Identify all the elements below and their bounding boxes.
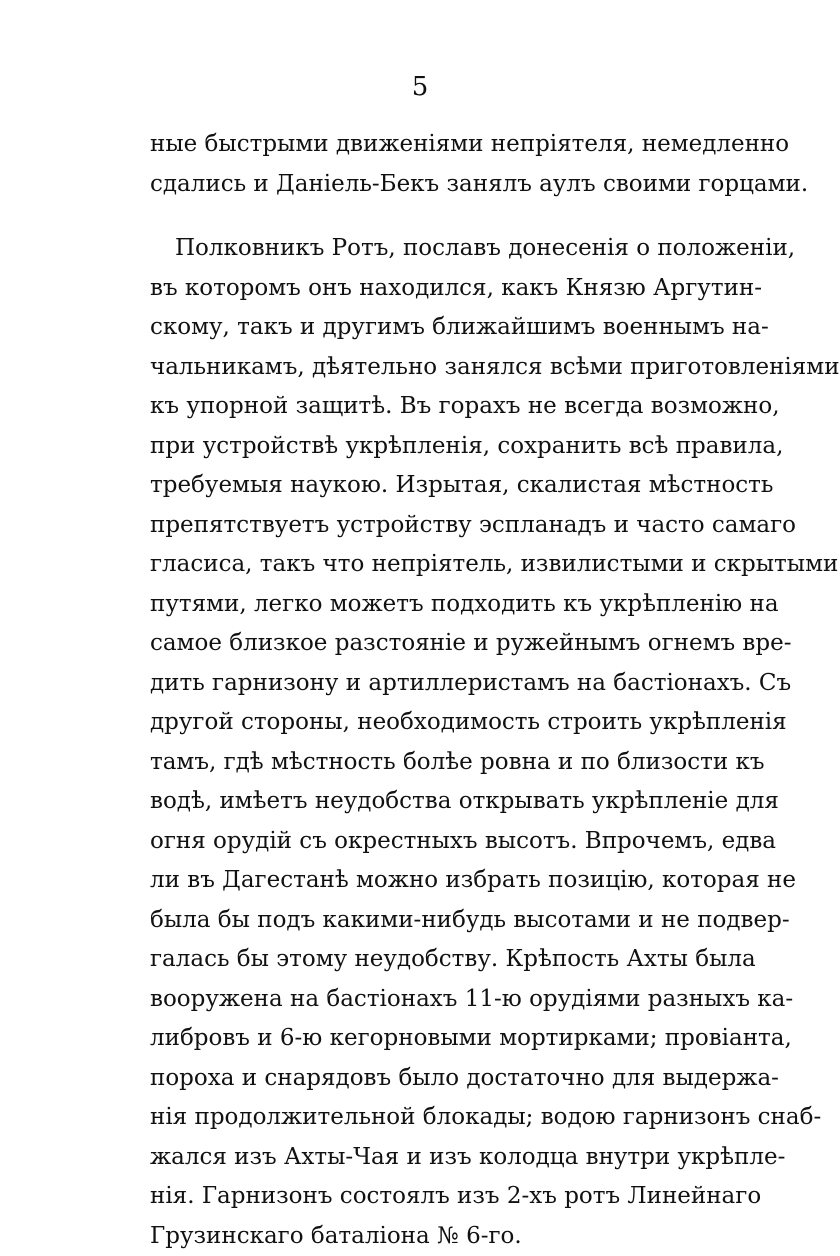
text-line: къ упорной защитѣ. Въ горахъ не всегда возможно,: [150, 387, 710, 427]
text-line: либровъ и 6-ю кегорновыми мортирками; провіанта,: [150, 1019, 710, 1059]
text-line: Грузинскаго баталіона № 6-го.: [150, 1217, 710, 1256]
text-line: препятствуетъ устройству эспланадъ и часто самаго: [150, 506, 710, 546]
text-line: нія продолжительной блокады; водою гарнизонъ снаб-: [150, 1098, 710, 1138]
text-line: путями, легко можетъ подходить къ укрѣпленію на: [150, 585, 710, 625]
text-line: требуемыя наукою. Изрытая, скалистая мѣстность: [150, 466, 710, 506]
text-line: жался изъ Ахты-Чая и изъ колодца внутри укрѣпле-: [150, 1138, 710, 1178]
text-line: водѣ, имѣетъ неудобства открывать укрѣпленіе для: [150, 782, 710, 822]
text-line: другой стороны, необходимость строить укрѣпленія: [150, 703, 710, 743]
text-line: дить гарнизону и артиллеристамъ на бастіонахъ. Съ: [150, 664, 710, 704]
text-line: пороха и снарядовъ было достаточно для выдержа-: [150, 1059, 710, 1099]
text-line: огня орудій съ окрестныхъ высотъ. Впрочемъ, едва: [150, 822, 710, 862]
text-line: галась бы этому неудобству. Крѣпость Ахты была: [150, 940, 710, 980]
text-line: вооружена на бастіонахъ 11-ю орудіями разныхъ ка-: [150, 980, 710, 1020]
text-line: гласиса, такъ что непріятель, извилистыми и скрытыми: [150, 545, 710, 585]
text-line: сдались и Даніель-Бекъ занялъ аулъ своими горцами.: [150, 165, 710, 205]
text-line: чальникамъ, дѣятельно занялся всѣми приготовленіями: [150, 348, 710, 388]
text-line: въ которомъ онъ находился, какъ Князю Аргутин-: [150, 269, 710, 309]
text-line: тамъ, гдѣ мѣстность болѣе ровна и по близости къ: [150, 743, 710, 783]
text-line: скому, такъ и другимъ ближайшимъ военнымъ на-: [150, 308, 710, 348]
paragraph-1: [150, 125, 710, 204]
text-line: ные быстрыми движеніями непріятеля, немедленно: [150, 125, 710, 165]
text-line: при устройствѣ укрѣпленія, сохранить всѣ правила,: [150, 427, 710, 467]
text-line: Полковникъ Ротъ, пославъ донесенія о положеніи,: [150, 229, 710, 269]
page-number: 5: [0, 72, 840, 102]
text-line: была бы подъ какими-нибудь высотами и не подвер-: [150, 901, 710, 941]
text-line: ли въ Дагестанѣ можно избрать позицію, которая не: [150, 861, 710, 901]
text-line: нія. Гарнизонъ состоялъ изъ 2-хъ ротъ Линейнаго: [150, 1177, 710, 1217]
text-line: самое близкое разстояніе и ружейнымъ огнемъ вре-: [150, 624, 710, 664]
paragraph-2: [150, 229, 710, 1256]
